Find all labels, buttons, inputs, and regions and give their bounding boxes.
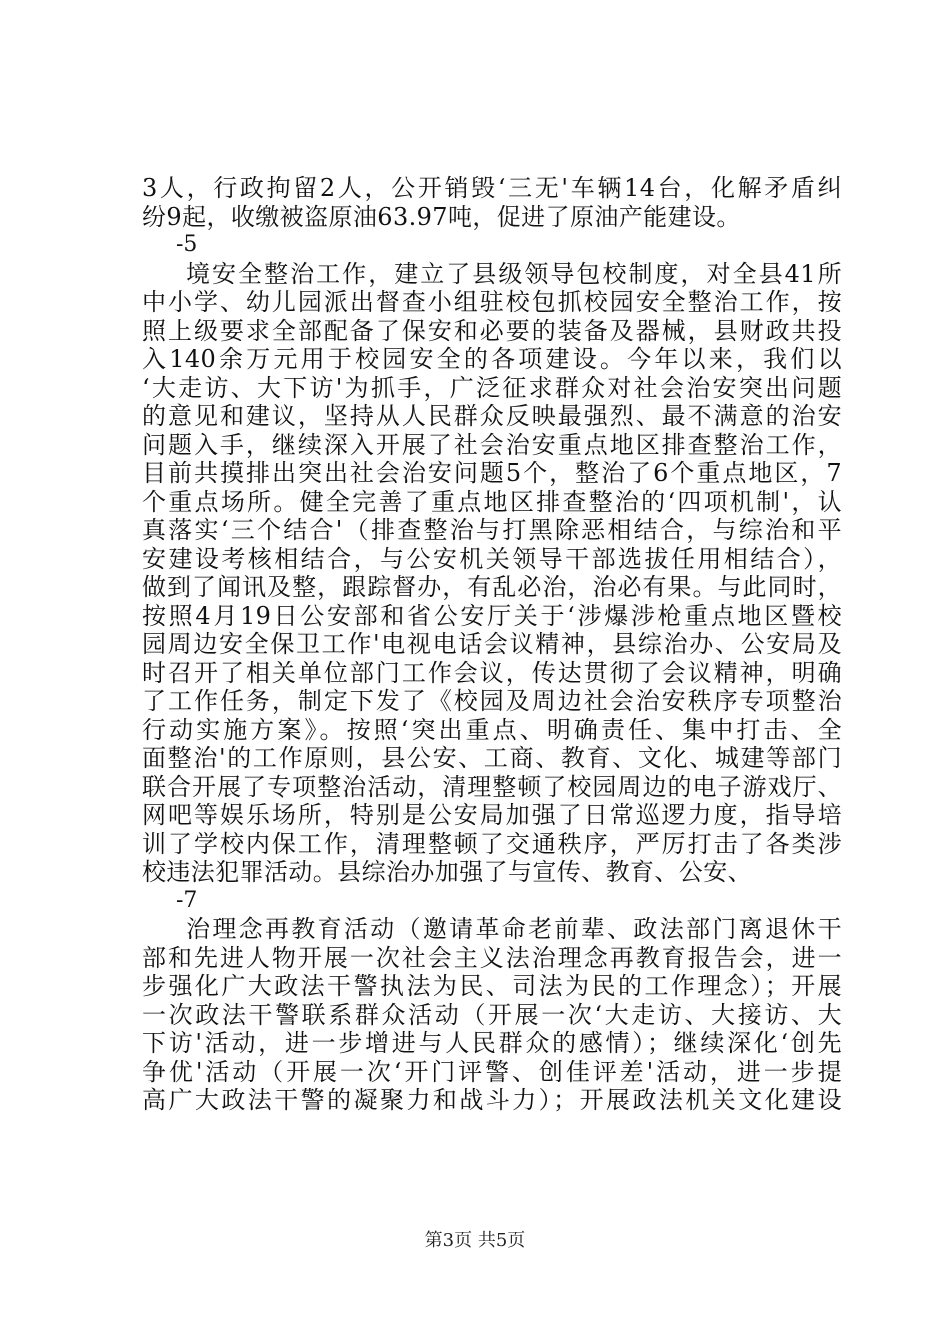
text-line: 一次政法干警联系群众活动（开展一次‘大走访、大接访、大 [142,1000,842,1029]
text-line: 部和先进人物开展一次社会主义法治理念再教育报告会，进一 [142,943,842,972]
text-line: 园周边安全保卫工作'电视电话会议精神，县综治办、公安局及 [142,630,842,658]
text-line: 联合开展了专项整治活动，清理整顿了校园周边的电子游戏厅、 [142,772,842,801]
text-line: 安建设考核相结合，与公安机关领导干部选拔任用相结合）， [142,544,842,573]
text-line: 步强化广大政法干警执法为民、司法为民的工作理念）；开展 [142,972,842,1000]
document-body [142,174,842,1115]
text-line: 照上级要求全部配备了保安和必要的装备及器械，县财政共投 [142,316,842,345]
text-line: 真落实‘三个结合'（排查整治与打黑除恶相结合，与综治和平 [142,516,842,544]
text-line: 下访'活动，进一步增进与人民群众的感情）；继续深化‘创先 [142,1029,842,1057]
text-line: 的意见和建议，坚持从人民群众反映最强烈、最不满意的治安 [142,402,842,430]
text-line: 治理念再教育活动（邀请革命老前辈、政法部门离退休干 [186,915,842,943]
text-line: 3人，行政拘留2人，公开销毁‘三无'车辆14台，化解矛盾纠 [142,174,842,202]
text-line: 中小学、幼儿园派出督查小组驻校包抓校园安全整治工作，按 [142,288,842,316]
text-line: 按照4月19日公安部和省公安厅关于‘涉爆涉枪重点地区暨校 [142,601,842,630]
text-line: 面整治'的工作原则，县公安、工商、教育、文化、城建等部门 [142,744,842,772]
text-line: ‘大走访、大下访'为抓手，广泛征求群众对社会治安突出问题 [142,373,842,402]
text-line: 争优'活动（开展一次‘开门评警、创佳评差'活动，进一步提 [142,1057,842,1086]
text-line: 行动实施方案》。按照‘突出重点、明确责任、集中打击、全 [142,715,842,744]
page-fragment-marker: -7 [176,887,198,913]
text-line: 高广大政法干警的凝聚力和战斗力）；开展政法机关文化建设 [142,1086,842,1114]
paragraph [142,260,842,887]
text-line: 境安全整治工作，建立了县级领导包校制度，对全县41所 [186,259,842,288]
text-line: 做到了闻讯及整，跟踪督办，有乱必治，治必有果。与此同时， [142,573,842,601]
text-line: 校违法犯罪活动。县综治办加强了与宣传、教育、公安、 [142,858,752,886]
text-line: 纷9起，收缴被盗原油63.97吨，促进了原油产能建设。 [142,202,741,231]
text-line: 时召开了相关单位部门工作会议，传达贯彻了会议精神，明确 [142,658,842,687]
page-number-footer: 第3页 共5页 [424,1230,526,1251]
text-line: 网吧等娱乐场所，特别是公安局加强了日常巡逻力度，指导培 [142,801,842,829]
page-fragment-marker: -5 [176,232,198,257]
paragraph [142,915,842,1115]
paragraph [142,174,842,231]
text-line: 入140余万元用于校园安全的各项建设。今年以来，我们以 [142,345,842,373]
text-line: 了工作任务，制定下发了《校园及周边社会治安秩序专项整治 [142,687,842,715]
text-line: 训了学校内保工作，清理整顿了交通秩序，严厉打击了各类涉 [142,829,842,858]
text-line: 问题入手，继续深入开展了社会治安重点地区排查整治工作， [142,430,842,459]
text-line: 个重点场所。健全完善了重点地区排查整治的‘四项机制'，认 [142,487,842,516]
text-line: 目前共摸排出突出社会治安问题5个，整治了6个重点地区，7 [142,459,842,487]
